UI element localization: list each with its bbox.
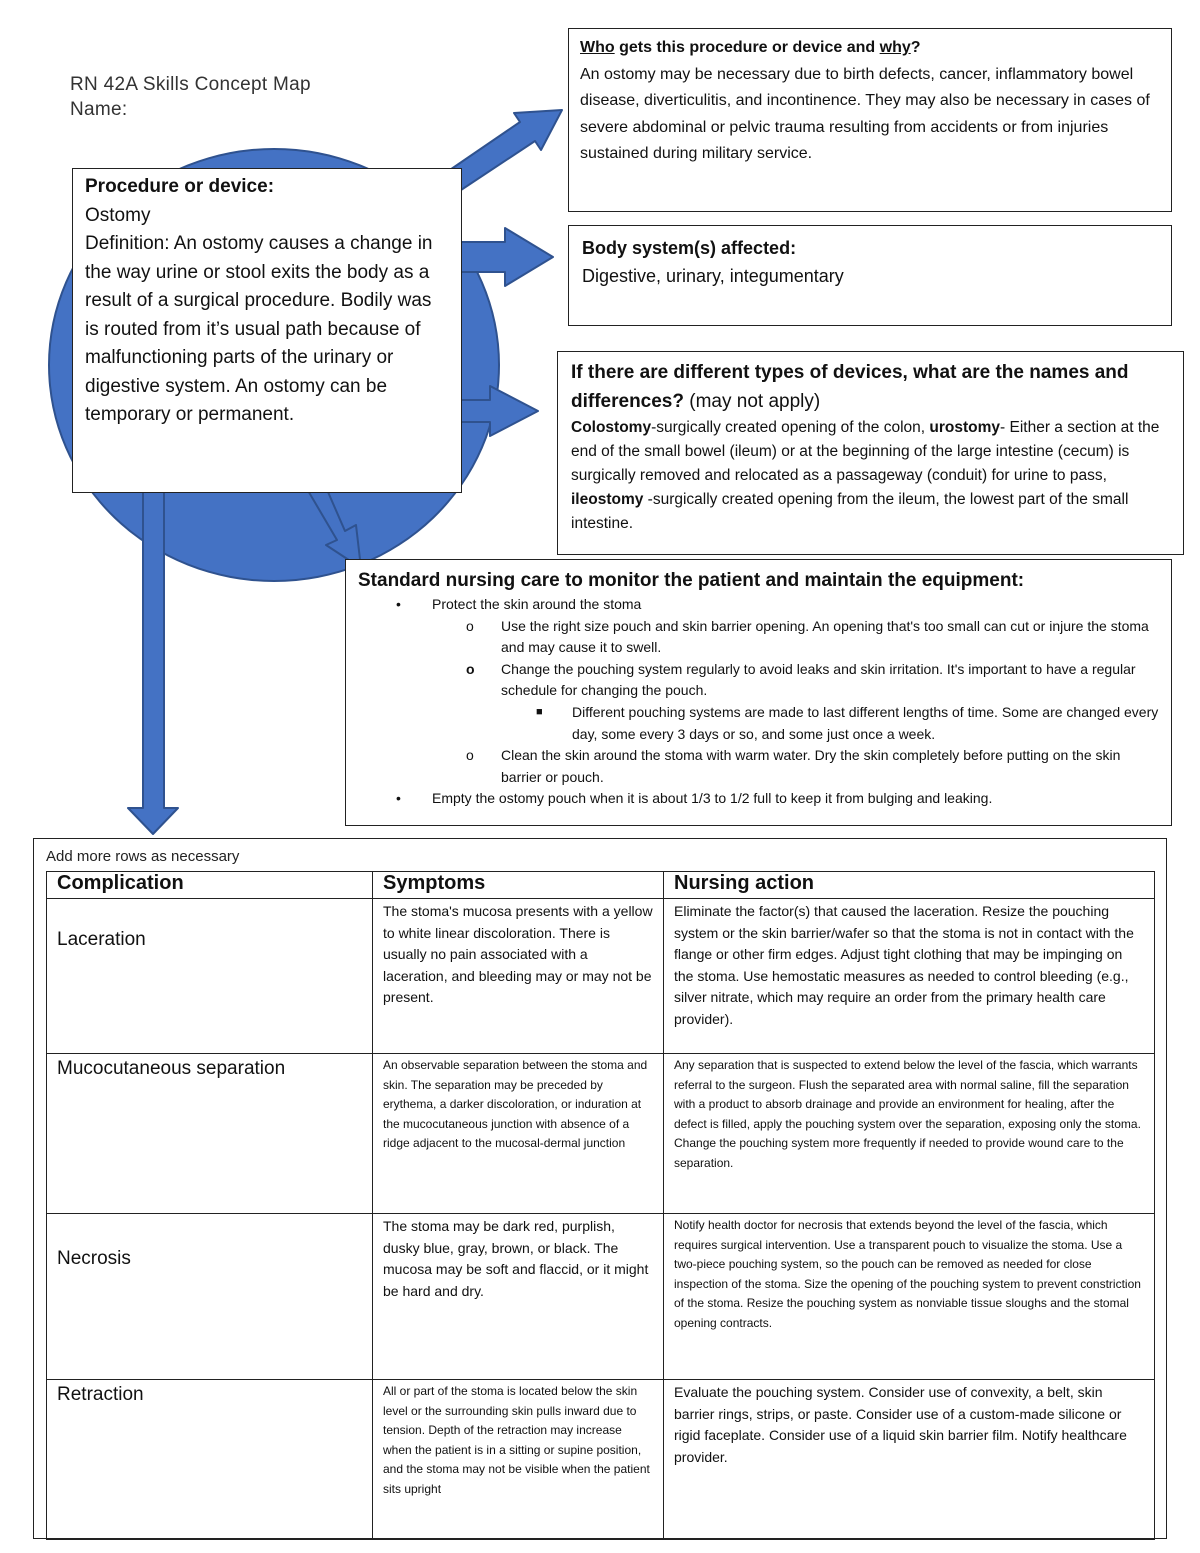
list-item [358, 616, 1159, 659]
list-item-text: Protect the skin around the stoma [432, 596, 642, 612]
complication-name: Necrosis [47, 1214, 373, 1380]
list-item [358, 659, 1159, 702]
table-header-row [47, 872, 1155, 899]
urostomy-text: - Either a section at the end of the small bowel (ileum) or at the beginning of the large intestine (cecum) is surgically removed and relocated as a passageway (conduit) for urine to pass, [571, 419, 1160, 484]
device-types-box [557, 351, 1184, 555]
complication-symptoms: The stoma may be dark red, purplish, dusky blue, gray, brown, or black. The mucosa may be soft and flaccid, or it might be hard and dry. [373, 1214, 664, 1380]
body-system-text: Digestive, urinary, integumentary [582, 266, 844, 286]
complication-action: Notify health doctor for necrosis that extends beyond the level of the fascia, which requires surgical intervention. Use a transparent pouch to visualize the stoma. Use a two-piece pouching system, so the pouch can be removed as needed for close inspection of the stoma. Size the opening of the pouching system to prevent constriction of the stoma. Resize the pouching system as nonviable tissue sloughs and the stomal opening contracts. [664, 1214, 1155, 1380]
device-types-text [571, 416, 1170, 536]
who-heading-q: ? [910, 39, 921, 56]
subsub-bullet-symbol: ■ [536, 705, 543, 718]
list-item [358, 745, 1159, 788]
add-rows-note: Add more rows as necessary [46, 848, 240, 865]
list-item-text: Change the pouching system regularly to avoid leaks and skin irritation. It's important to have a regular schedule for changing the pouch. [501, 660, 1136, 699]
who-heading [580, 35, 1160, 62]
bullet-symbol: • [396, 790, 401, 807]
complication-action: Any separation that is suspected to extend below the level of the fascia, which warrants referral to the surgeon. Flush the separated area with normal saline, fill the separation with a product to absorb drainage and provide an environment for healing, after the defect is filled, apply the pouching system over the separation, exposing only the stoma. Change the pouching system more frequently if needed to provide wound care to the separation. [664, 1054, 1155, 1214]
body-system-box [568, 225, 1172, 326]
complication-name: Retraction [47, 1380, 373, 1540]
procedure-box [72, 168, 462, 493]
procedure-device: Ostomy [85, 204, 151, 226]
urostomy-label: urostomy [929, 419, 1001, 436]
who-box [568, 28, 1172, 212]
who-heading-mid: gets this procedure or device and [614, 39, 880, 56]
complication-symptoms: The stoma's mucosa presents with a yellow to white linear discoloration. There is usually no pain associated with a laceration, and bleeding may or may not be present. [373, 899, 664, 1054]
bullet-symbol: • [396, 596, 401, 612]
sub-bullet-symbol: o [466, 660, 475, 677]
arrow-to-body-system [447, 228, 553, 286]
list-item [358, 788, 1159, 810]
colostomy-label: Colostomy [571, 419, 652, 436]
colostomy-text: -surgically created opening of the colon, [651, 419, 930, 436]
standard-care-list [358, 594, 1159, 810]
list-item-text: Empty the ostomy pouch when it is about 1/3 to 1/2 full to keep it from bulging and leaking. [432, 790, 993, 807]
standard-care-box [345, 559, 1172, 826]
who-text: An ostomy may be necessary due to birth defects, cancer, inflammatory bowel disease, diverticulitis, and incontinence. They may also be necessary in cases of severe abdominal or pelvic trauma resulting from accidents or from injuries sustained during military service. [580, 65, 1150, 162]
complications-section [33, 838, 1167, 1539]
ileostomy-label: ileostomy [571, 491, 644, 508]
device-types-heading-note: (may not apply) [683, 391, 821, 412]
who-heading-why: why [879, 39, 911, 56]
header-symptoms: Symptoms [373, 872, 664, 899]
complications-table [46, 871, 1155, 1540]
list-item-text: Use the right size pouch and skin barrier opening. An opening that's too small can cut or injure the stoma and may cause it to swell. [501, 617, 1149, 656]
list-item-text: Clean the skin around the stoma with warm water. Dry the skin completely before putting on the skin barrier or pouch. [501, 747, 1121, 785]
complication-action: Eliminate the factor(s) that caused the laceration. Resize the pouching system or the skin barrier/wafer so that the stoma is not in contact with the flange or other firm edges. Adjust tight clothing that may be impinging on the stoma. Use hemostatic measures as needed to control bleeding (e.g., silver nitrate, which may require an order from the primary health care provider). [664, 899, 1155, 1054]
map-title: RN 42A Skills Concept Map [70, 74, 311, 95]
device-types-heading [571, 358, 1170, 416]
complication-symptoms: An observable separation between the stoma and skin. The separation may be preceded by erythema, a darker discoloration, or induration at the mucocutaneous junction with absence of a ridge adjacent to the mucosal-dermal junction [373, 1054, 664, 1214]
arrow-to-complications [128, 470, 178, 834]
table-row [47, 1054, 1155, 1214]
list-item [358, 594, 1159, 616]
ileostomy-text: -surgically created opening from the ileum, the lowest part of the small intestine. [571, 491, 1129, 532]
complication-name: Mucocutaneous separation [47, 1054, 373, 1214]
standard-care-heading: Standard nursing care to monitor the patient and maintain the equipment: [358, 570, 1025, 591]
list-item [358, 702, 1159, 745]
table-row [47, 1380, 1155, 1540]
complication-symptoms: All or part of the stoma is located below the skin level or the surrounding skin pulls inward due to tension. Depth of the retraction may increase when the patient is in a sitting or supine position, and the stoma may not be visible when the patient sits upright [373, 1380, 664, 1540]
body-system-heading: Body system(s) affected: [582, 238, 797, 258]
list-item-text: Different pouching systems are made to last different lengths of time. Some are changed every day, some every 3 days or so, and some just once a week. [572, 703, 1159, 742]
table-row [47, 899, 1155, 1054]
who-heading-who: Who [580, 39, 615, 56]
sub-bullet-symbol: o [466, 747, 474, 764]
procedure-definition: Definition: An ostomy causes a change in the way urine or stool exits the body as a result of a surgical procedure. Bodily was is routed from it’s usual path because of malfunctioning parts of the urinary or digestive system. An ostomy can be temporary or permanent. [85, 233, 433, 425]
name-label: Name: [70, 99, 128, 120]
sub-bullet-symbol: o [466, 617, 474, 634]
complication-action: Evaluate the pouching system. Consider use of convexity, a belt, skin barrier rings, strips, or paste. Consider use of a custom-made silicone or rigid faceplate. Consider use of a liquid skin barrier film. Notify healthcare provider. [664, 1380, 1155, 1540]
complication-name: Laceration [47, 899, 373, 1054]
device-types-heading-text: If there are different types of devices, what are the names and differences? [571, 362, 1129, 412]
procedure-heading: Procedure or device: [85, 176, 275, 197]
header-complication: Complication [47, 872, 373, 899]
header-nursing-action: Nursing action [664, 872, 1155, 899]
table-row [47, 1214, 1155, 1380]
